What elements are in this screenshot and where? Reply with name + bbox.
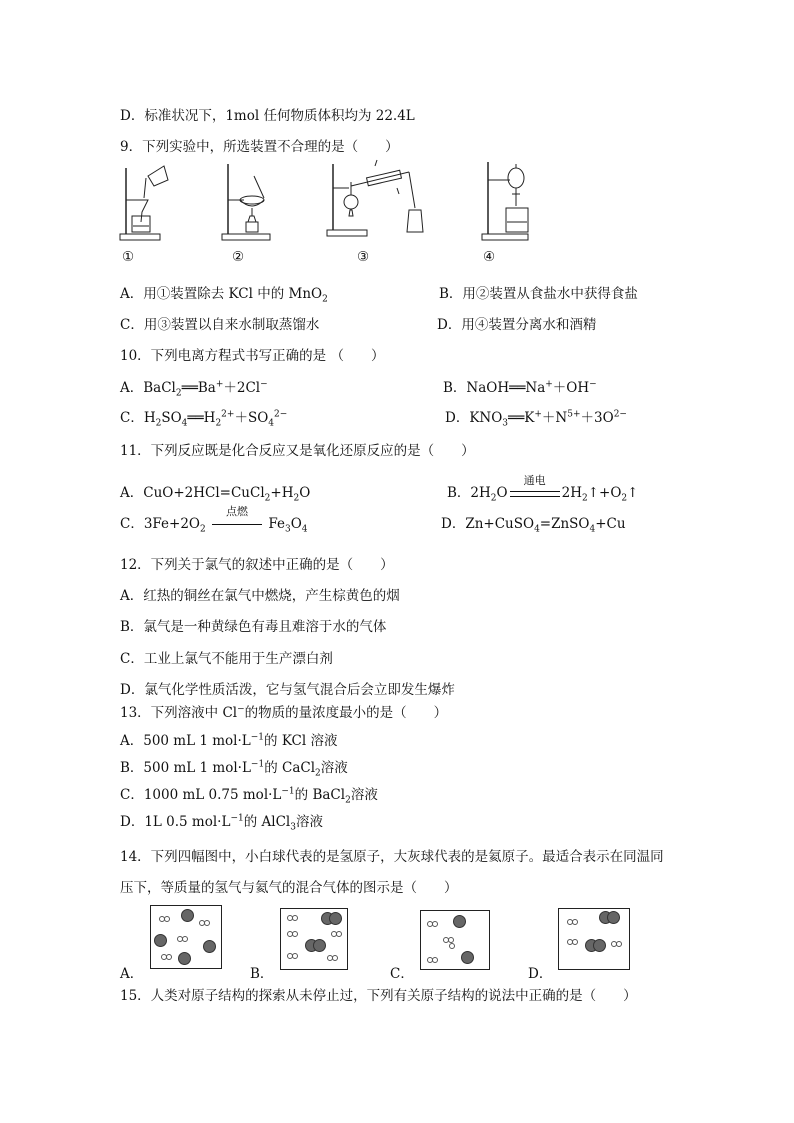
question-9-stem: 9．下列实验中，所选装置不合理的是（ ）	[120, 139, 399, 155]
question-13-stem: 13．下列溶液中 Cl−的物质的量浓度最小的是（ ）	[120, 704, 448, 721]
apparatus-2-evaporation-figure	[220, 160, 280, 242]
particle-box-b	[280, 908, 348, 970]
question-11-option-d: D．Zn+CuSO$_4$=ZnSO$_4$+Cu	[441, 516, 626, 535]
question-12-stem: 12．下列关于氯气的叙述中正确的是（ ）	[120, 557, 394, 573]
question-12-option-a: A．红热的铜丝在氯气中燃烧，产生棕黄色的烟	[120, 588, 400, 604]
option-label-c: C．	[390, 966, 414, 982]
question-10-option-b: B．NaOH══Na+＋OH−	[443, 379, 597, 396]
question-9-option-c: C．用③装置以自来水制取蒸馏水	[120, 317, 320, 333]
question-11-option-b: B．$2H_2O$ 通电 $2H_2↑+O_2↑$	[447, 474, 639, 504]
option-label-d: D．	[528, 966, 553, 982]
question-13-option-c: C．1000 mL 0.75 $mol\cdot L^{-1}$的 BaCl$_2$溶液	[120, 786, 378, 806]
question-13-option-d: D．1L 0.5 $mol\cdot L^{-1}$的 AlCl$_3$溶液	[120, 813, 323, 833]
question-9-option-b: B．用②装置从食盐水中获得食盐	[439, 286, 638, 302]
question-10-option-c: C．$H_2SO_4══H_2^{2+}+SO_4^{2-}$	[120, 409, 288, 429]
particle-box-c	[420, 910, 490, 970]
question-12-option-b: B．氯气是一种黄绿色有毒且难溶于水的气体	[120, 619, 387, 635]
apparatus-1-filtration-figure	[118, 158, 178, 243]
condition-electrolysis: 通电	[523, 474, 546, 487]
question-11-option-c: C．$3Fe+2O_2$ 点燃 $Fe_3O_4$	[120, 505, 308, 535]
apparatus-label-2: ②	[232, 249, 245, 265]
question-14-stem-line-2: 压下，等质量的氢气与氦气的混合气体的图示是（ ）	[120, 880, 458, 896]
question-11-option-a: A．$CuO+2HCl=CuCl_2+H_2O$	[120, 485, 311, 504]
question-8-option-d: D．标准状况下，1mol 任何物质体积均为 22.4L	[120, 108, 415, 124]
apparatus-3-distillation-figure	[325, 158, 435, 240]
question-9-option-d: D．用④装置分离水和酒精	[437, 317, 597, 333]
question-10-stem: 10．下列电离方程式书写正确的是 （ ）	[120, 348, 385, 364]
condition-ignite: 点燃	[226, 505, 249, 518]
option-label-b: B．	[250, 966, 274, 982]
particle-box-a	[150, 905, 222, 969]
particle-box-d	[558, 908, 630, 970]
question-10-option-d: D．$KNO_3══K^++N^{5+}+3O^{2-}$	[445, 409, 627, 429]
apparatus-label-4: ④	[483, 249, 496, 265]
question-13-option-b: B．500 mL 1 $mol\cdot L^{-1}$的 CaCl$_2$溶液	[120, 759, 348, 779]
question-13-option-a: A．500 mL 1 $mol\cdot L^{-1}$的 KCl 溶液	[120, 732, 338, 749]
question-11-stem: 11．下列反应既是化合反应又是氧化还原反应的是（ ）	[120, 443, 475, 459]
question-9-option-a: A．用①装置除去 KCl 中的 MnO$_2$	[120, 286, 328, 305]
apparatus-label-3: ③	[357, 249, 370, 265]
question-14-stem-line-1: 14．下列四幅图中，小白球代表的是氢原子，大灰球代表的是氦原子。最适合表示在同温同	[120, 849, 664, 865]
question-12-option-c: C．工业上氯气不能用于生产漂白剂	[120, 651, 333, 667]
question-15-stem: 15．人类对原子结构的探索从未停止过，下列有关原子结构的说法中正确的是（ ）	[120, 988, 637, 1004]
apparatus-4-separatory-funnel-figure	[480, 158, 540, 243]
question-12-option-d: D．氯气化学性质活泼，它与氢气混合后会立即发生爆炸	[120, 682, 455, 698]
question-10-option-a: A．BaCl$_2$══Ba+＋2Cl−	[120, 379, 268, 399]
apparatus-label-1: ①	[122, 249, 135, 265]
option-label-a: A．	[120, 966, 144, 982]
